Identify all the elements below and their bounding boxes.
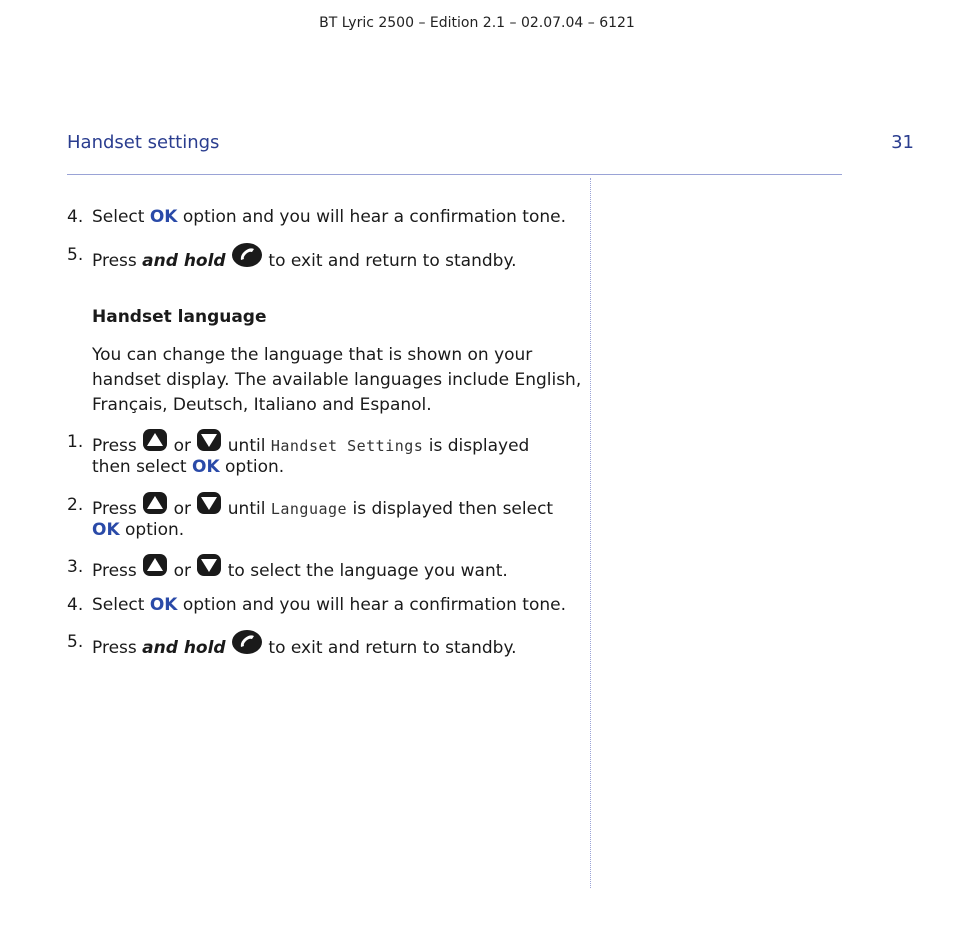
or-word: or [173,499,191,519]
step-rest: to exit and return to standby. [268,638,517,658]
step-text [92,593,566,618]
end-call-icon [231,241,263,277]
step-verb: Press [92,561,137,581]
intro-line: Français, Deutsch, Italiano and Espanol. [92,395,432,415]
step-number: 3. [67,557,84,577]
end-call-icon [231,628,263,664]
step-number: 5. [67,245,84,265]
until-word: until [227,436,266,456]
step-number: 2. [67,495,84,515]
ok-label: OK [92,520,120,540]
step-rest: option and you will hear a confirmation tone. [182,595,566,615]
step-text [92,205,566,230]
or-word: or [173,561,191,581]
step-rest: option. [225,457,285,477]
step-rest: to exit and return to standby. [268,251,517,271]
section-title: Handset settings [67,132,220,153]
display-text: Handset Settings [270,437,424,455]
step-text [92,555,508,587]
step-verb: Press [92,638,137,658]
step-verb: Select [92,207,145,227]
emphasis: and hold [142,251,226,271]
step-verb: Select [92,595,145,615]
step-number: 4. [67,207,84,227]
step-rest: then select [92,457,187,477]
step-number: 5. [67,632,84,652]
emphasis: and hold [142,638,226,658]
step-text-continued [92,455,284,480]
header-rule [67,174,842,175]
display-text: Language [270,500,348,518]
intro-line: handset display. The available languages include English, [92,370,582,390]
step-number: 4. [67,595,84,615]
step-rest: to select the language you want. [227,561,508,581]
section-heading: Handset language [92,307,267,327]
step-rest: option. [125,520,185,540]
edition-line: BT Lyric 2500 – Edition 2.1 – 02.07.04 – 6121 [319,15,635,31]
column-divider [590,178,591,888]
down-arrow-icon [196,491,222,523]
page-number: 31 [891,132,914,153]
step-rest: option and you will hear a confirmation tone. [182,207,566,227]
ok-label: OK [149,595,178,615]
step-verb: Press [92,436,137,456]
step-rest: is displayed [428,436,530,456]
ok-label: OK [192,457,220,477]
step-verb: Press [92,251,137,271]
step-number: 1. [67,432,84,452]
step-text [92,243,516,279]
intro-line: You can change the language that is shown on your [92,345,533,365]
down-arrow-icon [196,553,222,585]
step-text-continued [92,518,184,543]
step-rest: is displayed then select [352,499,554,519]
or-word: or [173,436,191,456]
ok-label: OK [149,207,178,227]
step-text [92,630,516,666]
step-verb: Press [92,499,137,519]
up-arrow-icon [142,553,168,585]
until-word: until [227,499,266,519]
